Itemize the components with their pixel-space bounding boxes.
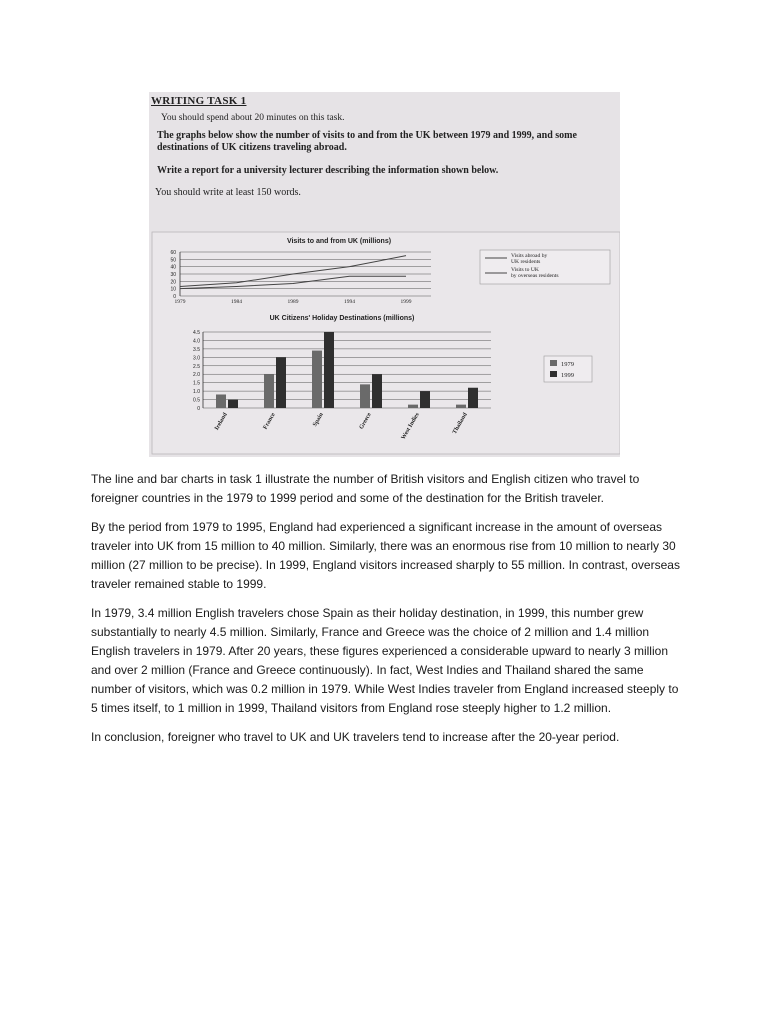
legend-swatch-1999: [550, 371, 557, 377]
bar-west-indies-1979: [408, 405, 418, 408]
legend-uk-residents: Visits abroad by UK residents: [511, 253, 548, 265]
bar-chart-y-tick-label: 3.0: [193, 355, 200, 362]
bar-chart-y-tick-label: 3.5: [193, 346, 200, 353]
bar-west-indies-1999: [420, 391, 430, 408]
task-instruction-word-count: You should write at least 150 words.: [155, 187, 301, 198]
legend-1999: 1999: [561, 372, 574, 379]
line-chart-y-tick-label: 60: [170, 250, 176, 256]
bar-thailand-1979: [456, 405, 466, 408]
bar-chart-y-tick-label: 0: [197, 406, 200, 412]
task-instruction-description: The graphs below show the number of visits to and from the UK between 1979 and 1999, and some destinations of UK citizens traveling abroad.: [157, 130, 577, 153]
task-instruction-time: You should spend about 20 minutes on this task.: [161, 113, 345, 123]
bar-chart-x-tick-label: Ireland: [214, 412, 229, 432]
legend-swatch-1979: [550, 360, 557, 366]
charts-svg: [149, 228, 620, 457]
bar-spain-1979: [312, 351, 322, 408]
bar-ireland-1999: [228, 400, 238, 408]
line-chart-x-tick-label: 1999: [400, 299, 412, 305]
bar-chart-y-tick-label: 1.5: [193, 380, 200, 387]
bar-thailand-1999: [468, 388, 478, 408]
essay-paragraph-conclusion: In conclusion, foreigner who travel to UK and UK travelers tend to increase after the 20-year period.: [91, 730, 620, 744]
bar-chart-x-tick-label: Thailand: [451, 412, 469, 436]
bar-chart-title: UK Citizens' Holiday Destinations (millions): [269, 315, 415, 322]
task-photo: [149, 92, 620, 457]
line-chart-x-tick-label: 1984: [231, 299, 242, 305]
charts-panel: [149, 228, 620, 457]
bar-chart-y-tick-label: 4.5: [193, 330, 200, 336]
line-chart-y-tick-label: 50: [170, 257, 176, 264]
bar-france-1979: [264, 374, 274, 408]
bar-chart-x-tick-label: West Indies: [400, 412, 421, 441]
essay-paragraph-line-chart: By the period from 1979 to 1995, England had experienced a significant increase in the amount of overseas traveler into UK from 15 million to 40 million. Similarly, there was an enormous rise from 10 million to nearly 30 million (27 million to be precise). In 1999, England visitors increased sharply to 55 million. In contrast, overseas traveler remained stable to 1999.: [91, 520, 680, 591]
line-chart-y-ticks: [170, 250, 176, 300]
task-title: WRITING TASK 1: [151, 95, 247, 107]
task-instruction-report: Write a report for a university lecturer describing the information shown below.: [157, 165, 499, 176]
bar-chart-y-tick-label: 4.0: [193, 338, 200, 345]
bar-chart-x-tick-label: Greece: [358, 412, 373, 431]
bar-chart-x-tick-label: France: [262, 412, 277, 431]
bar-chart-y-tick-label: 0.5: [193, 397, 200, 404]
line-chart-y-tick-label: 0: [173, 294, 176, 300]
bar-greece-1999: [372, 374, 382, 408]
bar-chart-y-tick-label: 2.5: [193, 363, 200, 370]
line-chart-y-tick-label: 40: [170, 264, 176, 271]
bar-chart-y-tick-label: 1.0: [193, 389, 200, 396]
line-chart-title: Visits to and from UK (millions): [286, 238, 392, 245]
bar-chart-x-tick-label: Spain: [312, 412, 325, 428]
line-chart-y-tick-label: 20: [170, 279, 176, 286]
essay-paragraph-intro: The line and bar charts in task 1 illustrate the number of British visitors and English citizen who travel to foreigner countries in the 1979 to 1999 period and some of the destination for the British traveler.: [91, 472, 640, 505]
bar-greece-1979: [360, 384, 370, 408]
bar-chart-y-tick-label: 2.0: [193, 372, 200, 379]
legend-1979: 1979: [561, 361, 574, 368]
bar-spain-1999: [324, 332, 334, 408]
line-chart-x-tick-label: 1994: [344, 299, 355, 305]
bar-ireland-1979: [216, 394, 226, 408]
essay-paragraph-bar-chart: In 1979, 3.4 million English travelers chose Spain as their holiday destination, in 1999, this number grew substantially to nearly 4.5 million. Similarly, France and Greece was the choice of 2 million and 1.4 million English travelers in 1979. After 20 years, these figures experienced a considerable upward to nearly 3 million and over 2 million (France and Greece continuously). In fact, West Indies and Thailand shared the same number of visitors, which was 0.2 million in 1979. While West Indies traveler from England increased steeply to 5 times itself, to 1 million in 1999, Thailand visitors from England rose steeply higher to 1.2 million.: [91, 606, 679, 715]
line-chart-y-tick-label: 10: [170, 286, 176, 293]
legend-overseas-residents: Visits to UK by overseas residents: [511, 267, 559, 279]
bar-france-1999: [276, 357, 286, 408]
line-chart-y-tick-label: 30: [170, 272, 176, 278]
line-chart-x-tick-label: 1979: [174, 299, 186, 305]
essay: [91, 470, 681, 757]
line-chart-x-tick-label: 1989: [287, 299, 299, 305]
